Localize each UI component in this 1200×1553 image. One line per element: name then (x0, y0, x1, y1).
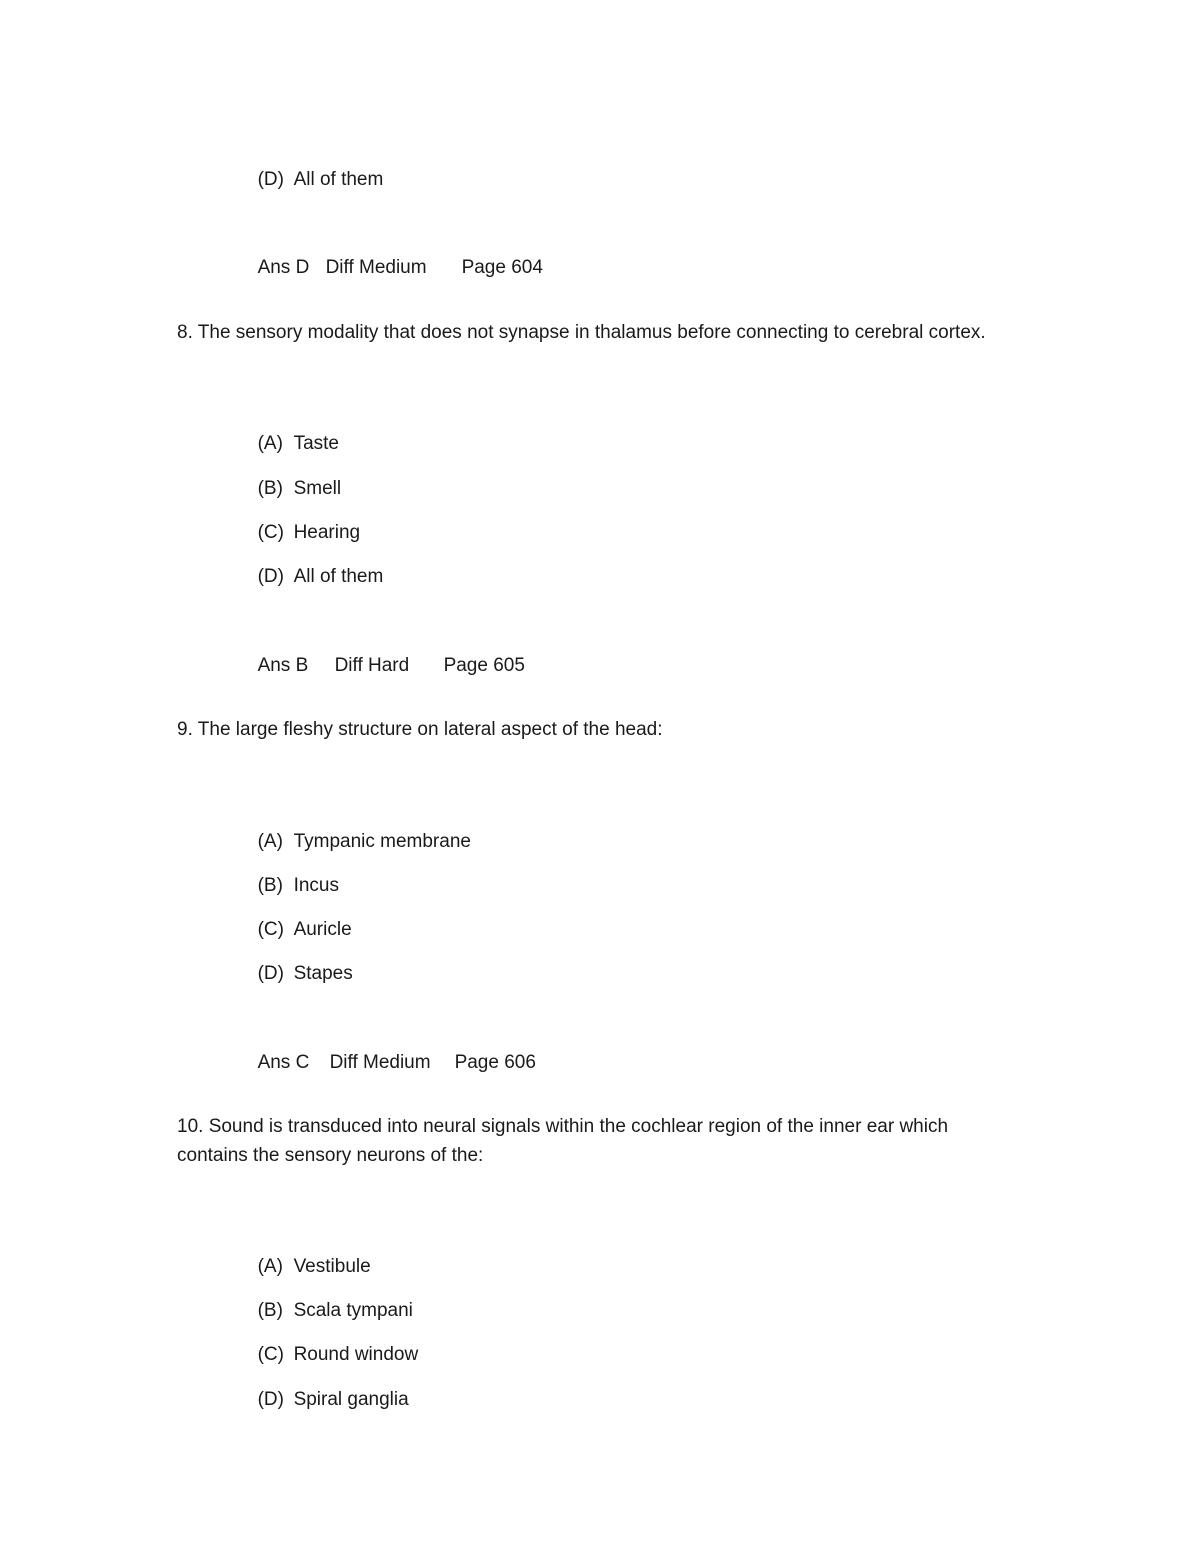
answer-difficulty: Diff Medium (329, 1052, 431, 1073)
option-letter: (A) (257, 433, 283, 454)
option-letter: (B) (257, 478, 283, 499)
option-text: Incus (293, 875, 339, 896)
prev-answer-line (247, 232, 543, 280)
option-text: All of them (293, 169, 384, 190)
option-text: All of them (293, 566, 384, 587)
option-text: Vestibule (293, 1256, 371, 1277)
answer-page: Page 604 (461, 257, 543, 278)
option-letter: (C) (257, 522, 284, 543)
option-letter: (C) (257, 919, 284, 940)
option-letter: (D) (257, 169, 284, 190)
q10-option-a (247, 1231, 371, 1279)
answer-key: Ans C (257, 1052, 310, 1073)
q9-question: 9. The large fleshy structure on lateral aspect of the head: (177, 719, 663, 740)
q10-question-line2: contains the sensory neurons of the: (177, 1145, 484, 1166)
q9-option-c (247, 894, 352, 942)
option-letter: (D) (257, 963, 284, 984)
option-text: Taste (293, 433, 339, 454)
q8-option-c (247, 497, 360, 545)
option-text: Scala tympani (293, 1300, 413, 1321)
answer-key: Ans B (257, 655, 309, 676)
answer-key: Ans D (257, 257, 310, 278)
option-letter: (B) (257, 875, 283, 896)
option-text: Hearing (293, 522, 361, 543)
option-text: Spiral ganglia (293, 1389, 409, 1410)
answer-page: Page 605 (443, 655, 525, 676)
option-text: Round window (293, 1344, 419, 1365)
q8-option-d (247, 541, 383, 589)
option-letter: (A) (257, 1256, 283, 1277)
answer-page: Page 606 (454, 1052, 536, 1073)
option-text: Smell (293, 478, 342, 499)
q10-question-line1: 10. Sound is transduced into neural signals within the cochlear region of the inner ear which (177, 1116, 949, 1137)
q8-answer-line (247, 630, 525, 678)
q8-question: 8. The sensory modality that does not synapse in thalamus before connecting to cerebral cortex. (177, 322, 986, 343)
answer-difficulty: Diff Hard (334, 655, 410, 676)
q9-option-a (247, 806, 471, 854)
q9-option-b (247, 850, 339, 898)
q10-option-d (247, 1364, 409, 1412)
q9-option-d (247, 938, 353, 986)
option-letter: (B) (257, 1300, 283, 1321)
option-letter: (D) (257, 566, 284, 587)
prev-option-d (247, 144, 383, 192)
option-letter: (D) (257, 1389, 284, 1410)
option-text: Auricle (293, 919, 352, 940)
q10-option-c (247, 1319, 418, 1367)
q8-option-a (247, 408, 339, 456)
option-letter: (A) (257, 831, 283, 852)
option-text: Stapes (293, 963, 353, 984)
q9-answer-line (247, 1027, 536, 1075)
option-text: Tympanic membrane (293, 831, 471, 852)
answer-difficulty: Diff Medium (325, 257, 427, 278)
option-letter: (C) (257, 1344, 284, 1365)
q10-option-b (247, 1275, 413, 1323)
q8-option-b (247, 453, 341, 501)
